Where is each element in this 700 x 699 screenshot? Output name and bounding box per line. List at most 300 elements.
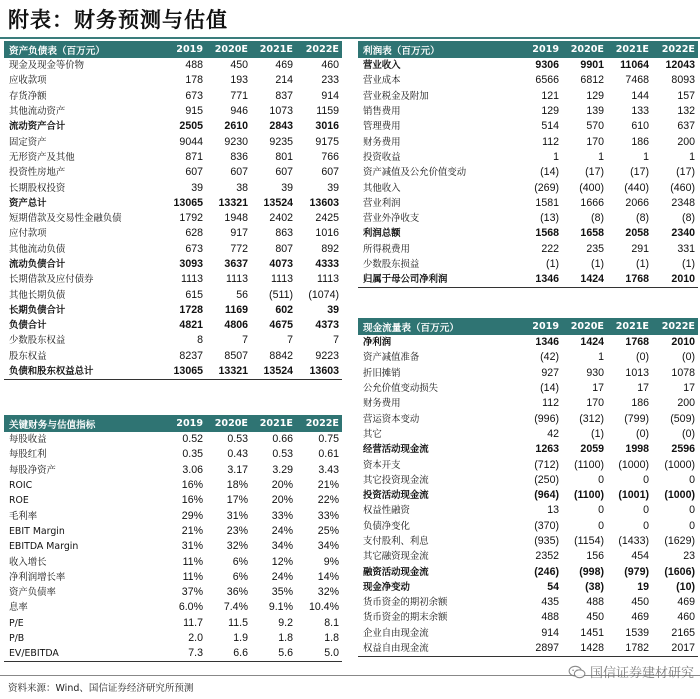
cell-value: 4821 [179,319,203,332]
cell-value: 1539 [625,626,649,639]
cell-value: 1768 [625,336,649,349]
cell-value: 39 [281,181,293,194]
cell-value: 186 [631,397,649,410]
cell-value: (14) [540,166,559,179]
row-label: 固定资产 [9,136,47,148]
column-header: 2019 [518,318,562,335]
row-label: ROIC [9,480,33,492]
cell-value: 31% [181,540,203,553]
row-label: 收入增长 [9,556,47,568]
table-row [4,150,342,165]
cell-value: 2897 [518,641,562,657]
cell-value: 930 [586,366,604,379]
cell-value: 4073 [269,258,293,270]
cell-value: 11.5 [228,616,248,629]
cell-value: 6% [232,555,248,568]
cell-value: 1113 [317,273,339,286]
cell-value: 469 [275,59,293,72]
cell-value: 7 [242,334,248,347]
column-header: 2022E [296,41,342,58]
row-label: 长期股权投资 [9,182,66,194]
cell-value: 1159 [316,105,339,118]
cell-value: 1 [689,150,695,163]
table-row [358,257,698,272]
row-label: 利润总额 [363,228,401,240]
column-header: 2020E [562,41,607,58]
cell-value: 836 [230,150,248,163]
table-row [358,350,698,365]
column-header: 2021E [251,415,296,432]
cell-value: 1768 [607,272,652,288]
cell-value: (269) [534,181,559,194]
row-label: 权益自由现金流 [358,641,518,657]
cell-value: 21% [317,479,339,492]
cell-value: (935) [534,535,559,547]
row-label: 每股红利 [9,449,47,461]
table-row [358,89,698,104]
cell-value: 13065 [173,196,203,209]
cell-value: (1000) [618,458,649,471]
row-label: 销售费用 [363,106,401,118]
row-label: 存货净额 [9,90,47,102]
cell-value: 927 [541,366,559,379]
cell-value: (38) [585,580,604,593]
cell-value: 6.0% [178,601,203,614]
row-label: 流动负债合计 [9,259,66,270]
cell-value: 16% [181,479,203,492]
table-row [358,473,698,488]
cell-value: 9235 [269,135,293,148]
table-row [358,519,698,534]
cell-value: 13 [547,504,559,517]
row-label: 权益性融资 [363,505,410,517]
cell-value: 13065 [162,364,206,380]
cell-value: 16% [181,494,203,507]
cell-value: 6566 [535,74,559,87]
income-statement-table [358,41,698,288]
column-header: 2021E [607,41,652,58]
table-row [358,488,698,503]
table-row [4,226,342,241]
cell-value: 24% [271,524,293,537]
cell-value: 2348 [671,196,695,209]
cell-value: 3.43 [318,463,339,476]
cell-value: 3.29 [272,463,293,476]
table-row [358,211,698,226]
cell-value: 291 [631,242,649,255]
cell-value: 2059 [580,443,604,456]
cell-value: 186 [631,135,649,148]
table-row [4,303,342,318]
table-row [358,595,698,610]
cell-value: 222 [541,242,559,255]
cell-value: 915 [185,105,203,118]
cell-value: 488 [541,611,559,624]
cell-value: 1428 [562,641,607,657]
column-header: 2019 [518,41,562,58]
cell-value: 2165 [671,626,695,639]
cell-value: 1016 [315,227,339,240]
cell-value: 615 [185,288,203,301]
row-label: 流动资产合计 [9,121,66,133]
cash-flow-table [358,318,698,657]
table-row [4,447,342,462]
row-label: 营业税金及附加 [363,90,429,102]
cell-value: 917 [230,227,248,240]
cell-value: (1) [591,427,604,440]
cell-value: 0.52 [182,433,203,446]
table-row [4,646,342,662]
cell-value: 488 [185,59,203,72]
column-header: 2019 [162,41,206,58]
cell-value: 13524 [251,364,296,380]
row-label: 归属于母公司净利润 [358,272,518,288]
column-header: 2022E [652,41,698,58]
cell-value: 5.6 [251,646,296,662]
table-row [358,134,698,149]
row-label: 资本开支 [363,459,401,471]
table-row [4,463,342,478]
cell-value: 1073 [269,105,293,118]
table-row [358,272,698,288]
cell-value: (1606) [664,565,695,578]
cell-value: 673 [185,89,203,102]
cell-value: 1013 [625,366,649,379]
cell-value: 0 [598,473,604,486]
cell-value: (8) [682,212,695,225]
row-label: 应收款项 [9,75,47,87]
row-label: 其它 [363,428,382,440]
table-row [4,478,342,493]
cell-value: 1424 [580,336,604,349]
table-row [358,610,698,625]
title-divider [0,37,700,39]
cell-value: 2610 [224,120,248,133]
cell-value: 9223 [315,349,339,362]
source-note: 资料来源：Wind、国信证券经济研究所预测 [8,683,194,694]
cell-value: 7 [333,334,339,347]
cell-value: 32% [226,540,248,553]
cell-value: 3.17 [227,463,248,476]
row-label: 负债净变化 [363,520,410,532]
row-label: EV/EBITDA [4,646,162,662]
cell-value: 14% [317,570,339,583]
cell-value: (42) [540,351,559,364]
cell-value: 8507 [224,349,248,362]
cell-value: 0 [689,519,695,532]
cell-value: 9.2 [278,616,293,629]
table-row [358,73,698,88]
row-label: 营业利润 [363,197,401,209]
cell-value: 8.1 [324,616,339,629]
cell-value: 6% [232,570,248,583]
cell-value: 1.8 [324,632,339,644]
cell-value: 54 [547,580,559,593]
cell-value: 450 [230,59,248,72]
row-label: EBITDA Margin [9,541,79,553]
cell-value: (440) [624,181,649,194]
cell-value: 23 [683,550,695,563]
cell-value: 8093 [671,74,695,87]
row-label: 负债合计 [9,320,47,332]
table-header-row [4,415,342,432]
table-row [4,493,342,508]
cell-value: (312) [579,412,604,425]
cell-value: 514 [541,120,559,133]
cell-value: 1658 [580,227,604,240]
row-label: 货币资金的期末余额 [363,612,448,624]
cell-value: 33% [271,509,293,522]
cell-value: 7.4% [223,601,248,614]
table-header-row [358,318,698,335]
row-label: 资产负债率 [9,587,56,599]
cell-value: 607 [185,166,203,179]
cell-value: 4806 [224,319,248,332]
row-label: 支付股利、利息 [363,536,429,547]
cell-value: 17% [226,494,248,507]
cell-value: 331 [677,242,695,255]
table-row [4,554,342,569]
cell-value: (1100) [573,489,604,502]
balance-sheet-table [4,41,342,380]
column-header: 2020E [206,41,251,58]
cell-value: 1346 [535,336,559,349]
cell-value: 7 [287,334,293,347]
cell-value: 200 [677,397,695,410]
cell-value: (964) [534,489,559,502]
cell-value: (0) [636,351,649,364]
cell-value: 37% [181,586,203,599]
cell-value: 42 [547,427,559,440]
row-label: 资产减值及公允价值变动 [363,167,467,179]
row-label: 净利润增长率 [9,571,66,583]
table-header-row [358,41,698,58]
table-row [4,165,342,180]
cell-value: 129 [541,105,559,118]
cell-value: 0 [643,519,649,532]
table-row [4,585,342,600]
table-row [358,381,698,396]
cell-value: 1169 [225,303,248,316]
cell-value: 11% [182,570,203,583]
cell-value: 2058 [625,227,649,240]
cell-value: 1113 [226,273,248,286]
row-label: 其他长期负债 [9,289,66,301]
row-label: 营业收入 [363,60,401,72]
table-row [358,226,698,241]
cell-value: 2505 [179,120,203,133]
table-row [4,287,342,302]
table-row [358,335,698,350]
table-row [358,641,698,657]
cell-value: (996) [534,412,559,425]
table-row [358,503,698,518]
cell-value: 5.0 [296,646,342,662]
cell-value: 2340 [671,227,695,240]
cell-value: 29% [181,509,203,522]
cell-value: 13321 [218,196,248,209]
cell-value: (0) [682,351,695,364]
cell-value: (460) [670,181,695,194]
cell-value: 10.4% [308,601,339,614]
cell-value: (8) [591,212,604,225]
row-label: 资产总计 [9,197,47,209]
cell-value: 34% [271,540,293,553]
cell-value: (1629) [664,535,695,547]
cell-value: 1782 [607,641,652,657]
cell-value: (400) [579,181,604,194]
column-header: 2020E [562,318,607,335]
table-row [358,366,698,381]
table-row [358,119,698,134]
cell-value: 17 [592,382,604,395]
cell-value: 121 [541,89,559,102]
cell-value: 193 [230,74,248,87]
cell-value: (509) [670,412,695,425]
row-label: 长期负债合计 [9,304,66,316]
cell-value: (250) [534,473,559,486]
cell-value: 2010 [652,272,698,288]
cell-value: 13603 [296,364,342,380]
page-title: 附表：财务预测与估值 [8,7,228,32]
table-row [358,626,698,641]
table-row [4,616,342,631]
cell-value: 2010 [671,336,695,349]
cell-value: (0) [682,427,695,440]
cell-value: 0 [598,519,604,532]
table-row [358,457,698,472]
table-row [4,631,342,646]
table-row [4,272,342,287]
cell-value: 0 [689,473,695,486]
cell-value: 771 [230,89,248,102]
cell-value: 0.43 [227,448,248,461]
row-label: 现金及现金等价物 [9,60,85,72]
cell-value: 39 [327,303,339,316]
cell-value: 139 [586,105,604,118]
cell-value: 0 [689,504,695,517]
cell-value: 13321 [206,364,251,380]
table-row [358,165,698,180]
cell-value: 1792 [179,212,203,225]
cell-value: 1 [598,351,604,364]
cell-value: 18% [226,479,248,492]
cell-value: 0 [598,504,604,517]
table-title: 利润表（百万元） [358,41,518,58]
cell-value: 132 [677,105,695,118]
table-row [4,364,342,380]
table-row [4,508,342,523]
cell-value: 36% [226,586,248,599]
row-label: 所得税费用 [363,243,410,255]
cell-value: (10) [676,580,695,593]
cell-value: 129 [586,89,604,102]
cell-value: 2017 [652,641,698,657]
table-row [4,333,342,348]
cell-value: (17) [630,166,649,179]
cell-value: (0) [636,427,649,440]
row-label: 净利润 [363,337,392,349]
row-label: 公允价值变动损失 [363,383,439,395]
table-row [4,58,342,73]
cell-value: 9901 [580,59,604,72]
table-row [358,196,698,211]
cell-value: 0.35 [182,448,203,461]
cell-value: 871 [185,150,203,163]
cell-value: 9.1% [268,601,293,614]
cell-value: 0.61 [318,448,339,461]
table-title: 现金流量表（百万元） [358,318,518,335]
cell-value: 454 [631,550,649,563]
cell-value: 2.0 [188,632,203,644]
cell-value: 0.75 [318,433,339,446]
cell-value: 1.8 [278,632,293,644]
table-row [358,150,698,165]
row-label: 投资性房地产 [9,167,66,179]
cell-value: 17 [683,382,695,395]
cell-value: 4373 [315,319,339,332]
cell-value: 1451 [580,626,604,639]
cell-value: 1346 [518,272,562,288]
row-label: 营业成本 [363,75,401,87]
cell-value: 12043 [665,59,695,72]
watermark-text: 国信证券建材研究 [589,666,694,681]
cell-value: 13524 [263,196,293,209]
cell-value: 34% [317,540,339,553]
row-label: 资产减值准备 [363,352,420,364]
cell-value: (979) [624,565,649,578]
cell-value: 807 [275,242,293,255]
cell-value: 9175 [315,135,339,148]
cell-value: (1000) [664,489,695,502]
cell-value: 460 [321,59,339,72]
cell-value: 1581 [535,196,559,209]
table-row [4,349,342,364]
cell-value: 570 [586,120,604,133]
cell-value: 4333 [315,258,339,270]
cell-value: 3637 [224,258,248,270]
cell-value: 3.06 [182,463,203,476]
cell-value: (511) [269,288,293,301]
cell-value: (1000) [664,458,695,471]
cell-value: 33% [317,509,339,522]
cell-value: 450 [631,596,649,609]
cell-value: 1263 [535,443,559,456]
row-label: 长期借款及应付债券 [9,274,94,286]
row-label: ROE [9,495,29,507]
row-label: 少数股东损益 [363,259,420,270]
cell-value: 914 [541,626,559,639]
cell-value: 1728 [179,303,203,316]
cell-value: 39 [327,181,339,194]
wechat-icon [568,665,586,679]
table-row [4,600,342,615]
row-label: 股东权益 [9,350,47,362]
cell-value: 801 [275,150,293,163]
row-label: 息率 [9,602,28,614]
row-label: 其它投资现金流 [363,474,429,486]
cell-value: 0 [643,504,649,517]
cell-value: 11% [182,555,203,568]
cell-value: 607 [321,166,339,179]
column-header: 2022E [652,318,698,335]
table-row [4,104,342,119]
row-label: 短期借款及交易性金融负债 [9,213,122,225]
cell-value: 3016 [315,120,339,133]
table-row [4,180,342,195]
cell-value: 23% [226,524,248,537]
cell-value: 170 [586,397,604,410]
